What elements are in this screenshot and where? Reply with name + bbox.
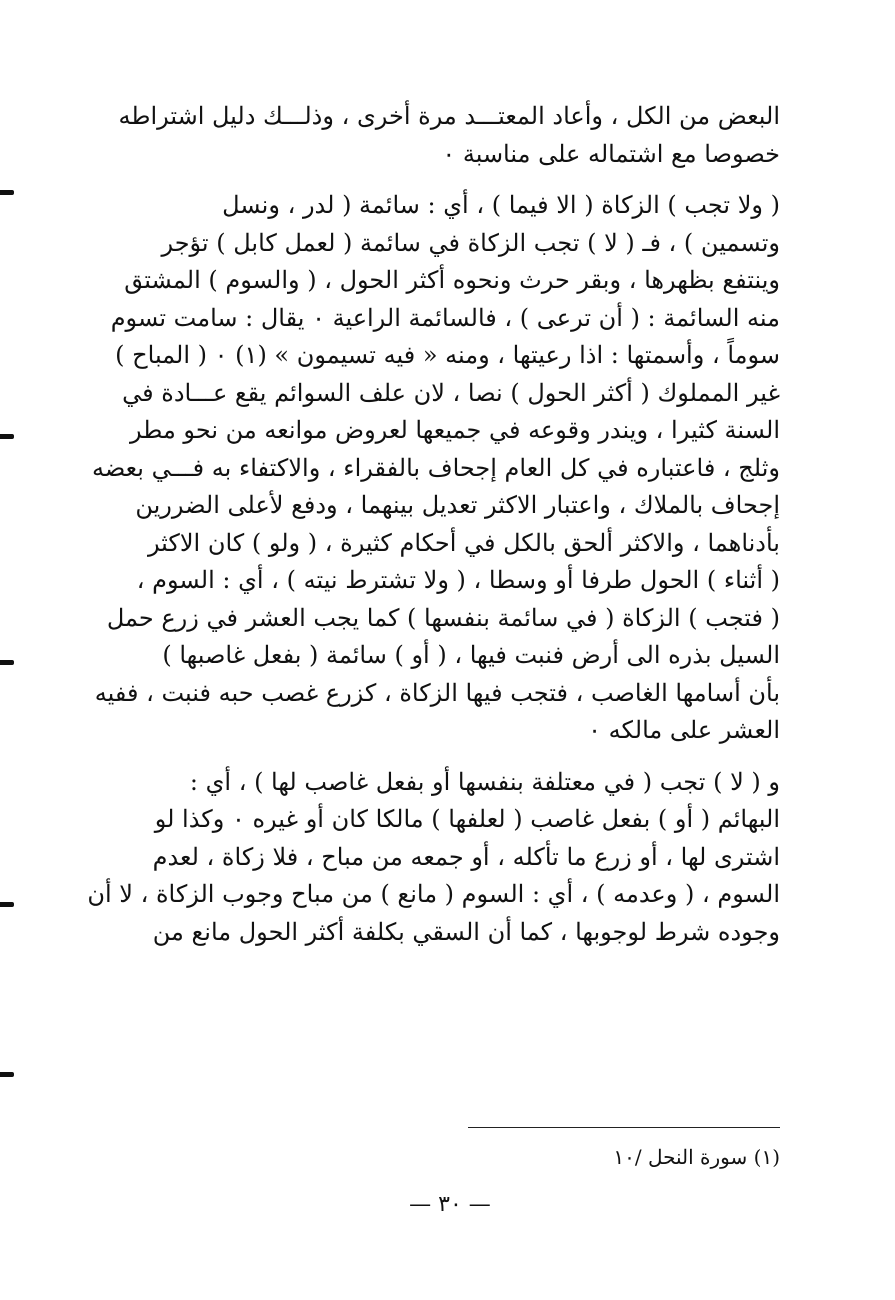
page-number: — ٣٠ — — [409, 1192, 491, 1217]
footnote: (١) سورة النحل /١٠ — [613, 1145, 780, 1169]
text-line: منه السائمة : ( أن ترعى ) ، فالسائمة الراعية ٠ يقال : سامت تسوم — [110, 303, 780, 332]
edge-mark-5 — [0, 1072, 14, 1077]
paragraph-3 — [87, 764, 780, 952]
text-line: العشر على مالكه ٠ — [588, 716, 780, 744]
text-line: بأن أسامها الغاصب ، فتجب فيها الزكاة ، كزرع غصب حبه فنبت ، ففيه — [94, 678, 780, 707]
edge-mark-1 — [0, 190, 14, 195]
text-line: وتسمين ) ، فـ ( لا ) تجب الزكاة في سائمة ( لعمل كابل ) تؤجر — [161, 228, 780, 257]
text-line: السيل بذره الى أرض فنبت فيها ، ( أو ) سائمة ( بفعل غاصبها ) — [162, 641, 780, 669]
text-line: خصوصا مع اشتماله على مناسبة ٠ — [442, 139, 780, 168]
edge-mark-4 — [0, 902, 14, 907]
text-line: وجوده شرط لوجوبها ، كما أن السقي بكلفة أكثر الحول مانع من — [152, 917, 780, 946]
paragraph-1 — [118, 98, 780, 173]
text-line: غير المملوك ( أكثر الحول ) نصا ، لان علف السوائم يقع عـــادة في — [122, 378, 780, 407]
edge-mark-2 — [0, 434, 14, 439]
text-line: سوماً ، وأسمتها : اذا رعيتها ، ومنه « فيه تسيمون » (١) ٠ ( المباح ) — [115, 341, 780, 369]
text-line: إجحاف بالملاك ، واعتبار الاكثر تعديل بينهما ، ودفع لأعلى الضررين — [135, 491, 780, 519]
text-line: السوم ، ( وعدمه ) ، أي : السوم ( مانع ) من مباح وجوب الزكاة ، لا أن — [87, 880, 780, 908]
text-line: ( أثناء ) الحول طرفا أو وسطا ، ( ولا تشترط نيته ) ، أي : السوم ، — [136, 566, 780, 594]
text-line: البهائم ( أو ) بفعل غاصب ( لعلفها ) مالكا كان أو غيره ٠ وكذا لو — [154, 805, 780, 833]
text-line: ( فتجب ) الزكاة ( في سائمة بنفسها ) كما يجب العشر في زرع حمل — [106, 603, 780, 632]
text-line: السنة كثيرا ، ويندر وقوعه في جميعها لعروض موانعه من نحو مطر — [130, 416, 780, 444]
paragraph-2 — [92, 187, 780, 750]
text-line: البعض من الكل ، وأعاد المعتـــد مرة أخرى ، وذلـــك دليل اشتراطه — [118, 102, 780, 130]
page-body — [87, 98, 780, 951]
text-line: اشترى لها ، أو زرع ما تأكله ، أو جمعه من مباح ، فلا زكاة ، لعدم — [152, 842, 780, 871]
paragraph-gap — [130, 750, 780, 764]
text-line: و ( لا ) تجب ( في معتلفة بنفسها أو بفعل غاصب لها ) ، أي : — [189, 767, 780, 796]
edge-mark-3 — [0, 660, 14, 665]
text-line: ( ولا تجب ) الزكاة ( الا فيما ) ، أي : سائمة ( لدر ، ونسل — [222, 191, 780, 219]
text-line: بأدناهما ، والاكثر ألحق بالكل في أحكام كثيرة ، ( ولو ) كان الاكثر — [147, 528, 780, 557]
footnote-divider — [468, 1127, 780, 1128]
text-line: وينتفع بظهرها ، وبقر حرث ونحوه أكثر الحول ، ( والسوم ) المشتق — [124, 266, 780, 294]
paragraph-gap — [130, 173, 780, 187]
text-line: وثلج ، فاعتباره في كل العام إجحاف بالفقراء ، والاكتفاء به فـــي بعضه — [92, 453, 780, 482]
